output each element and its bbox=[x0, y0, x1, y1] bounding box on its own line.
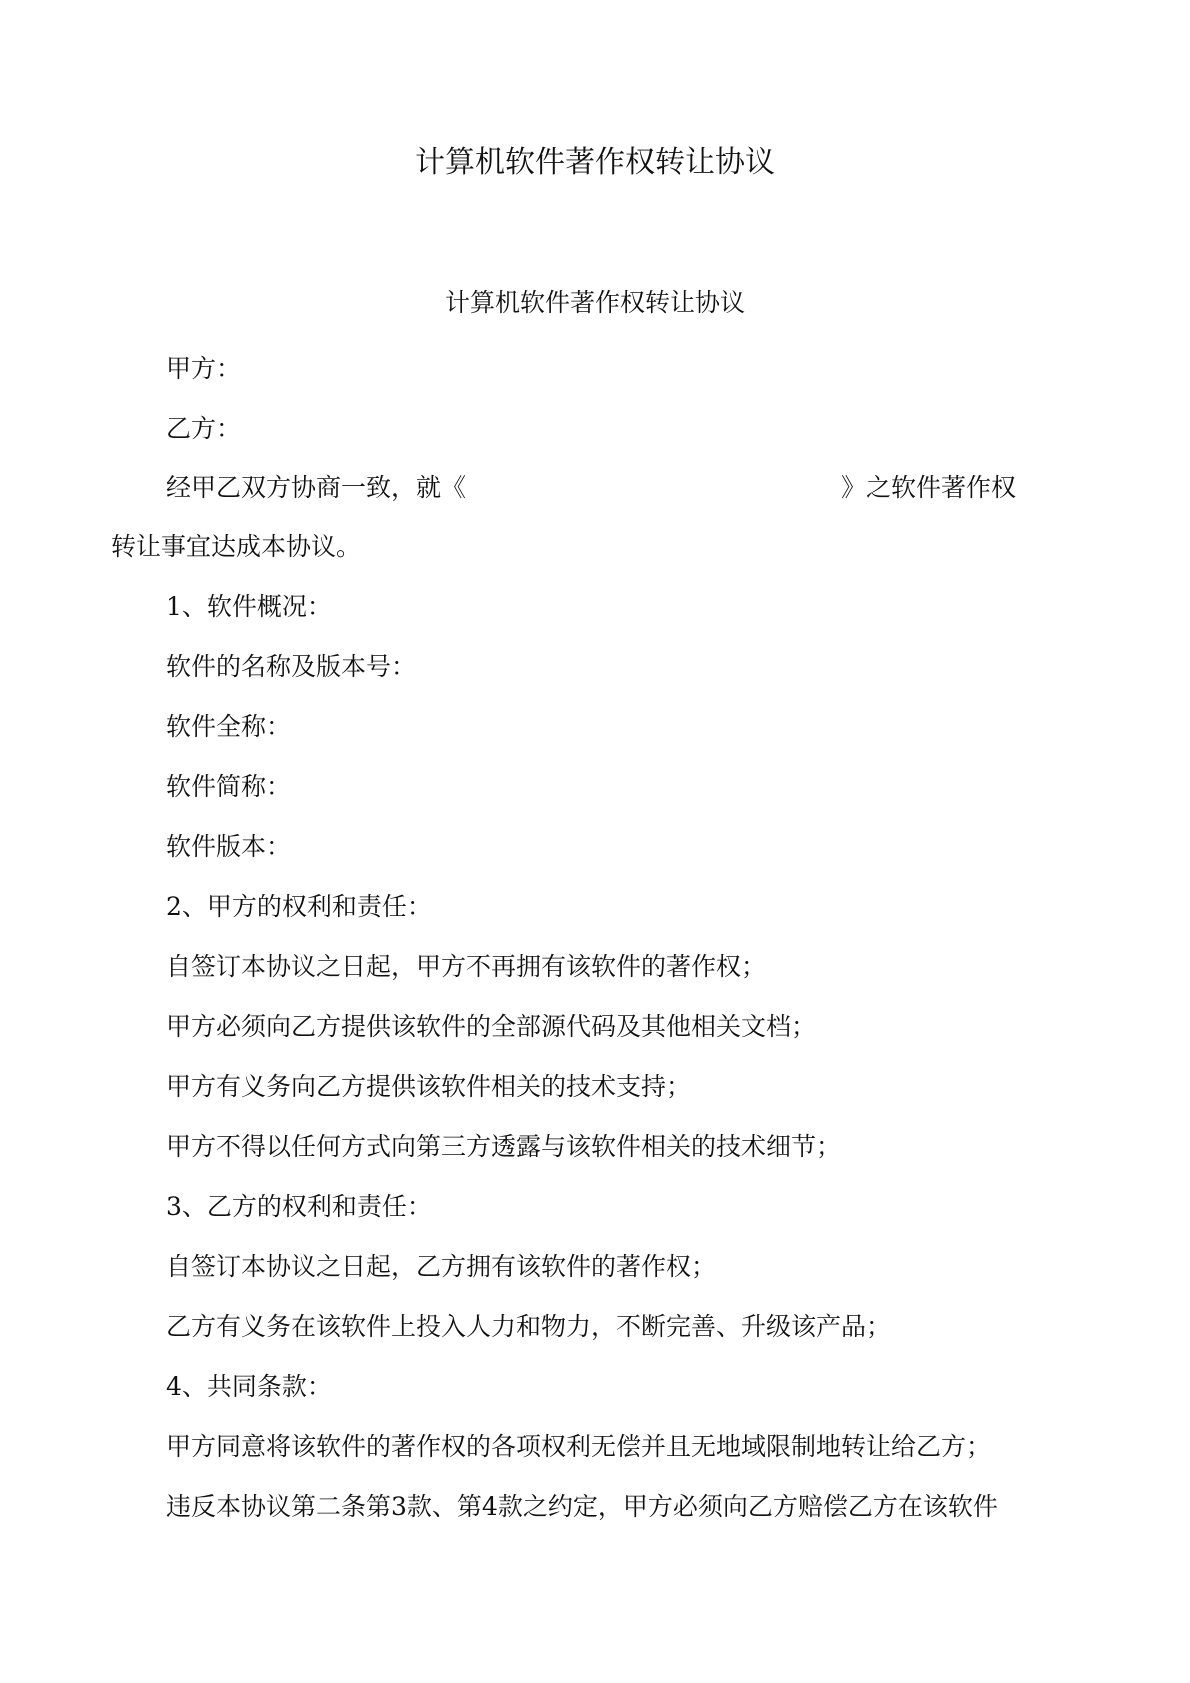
section-1-item: 软件全称： bbox=[166, 712, 292, 741]
section-4-item: 甲方同意将该软件的著作权的各项权利无偿并且无地域限制地转让给乙方； bbox=[166, 1432, 992, 1461]
intro-suffix: 》之软件著作权 bbox=[841, 473, 1017, 502]
section-2-item: 甲方必须向乙方提供该软件的全部源代码及其他相关文档； bbox=[166, 1012, 817, 1041]
document-subtitle: 计算机软件著作权转让协议 bbox=[444, 288, 745, 317]
section-3-item: 乙方有义务在该软件上投入人力和物力，不断完善、升级该产品； bbox=[166, 1312, 892, 1341]
section-2-item: 甲方有义务向乙方提供该软件相关的技术支持； bbox=[166, 1072, 692, 1101]
section-1-heading: 1、软件概况： bbox=[166, 592, 332, 621]
section-2-heading: 2、甲方的权利和责任： bbox=[166, 892, 432, 921]
section-1-item: 软件的名称及版本号： bbox=[166, 652, 417, 681]
section-4-heading: 4、共同条款： bbox=[166, 1372, 332, 1401]
section-1-item: 软件简称： bbox=[166, 772, 292, 801]
section-3-heading: 3、乙方的权利和责任： bbox=[166, 1192, 432, 1221]
intro-paragraph bbox=[166, 471, 1016, 505]
section-4-item: 违反本协议第二条第3款、第4款之约定，甲方必须向乙方赔偿乙方在该软件 bbox=[166, 1492, 998, 1521]
party-b-label: 乙方： bbox=[166, 414, 242, 443]
intro-continuation: 转让事宜达成本协议。 bbox=[111, 532, 362, 561]
party-a-label: 甲方： bbox=[166, 354, 242, 383]
section-2-item: 甲方不得以任何方式向第三方透露与该软件相关的技术细节； bbox=[166, 1132, 842, 1161]
section-2-item: 自签订本协议之日起，甲方不再拥有该软件的著作权； bbox=[166, 952, 767, 981]
section-3-item: 自签订本协议之日起，乙方拥有该软件的著作权； bbox=[166, 1252, 717, 1281]
section-1-item: 软件版本： bbox=[166, 832, 292, 861]
intro-prefix: 经甲乙双方协商一致，就《 bbox=[166, 473, 467, 502]
document-title: 计算机软件著作权转让协议 bbox=[415, 145, 775, 180]
